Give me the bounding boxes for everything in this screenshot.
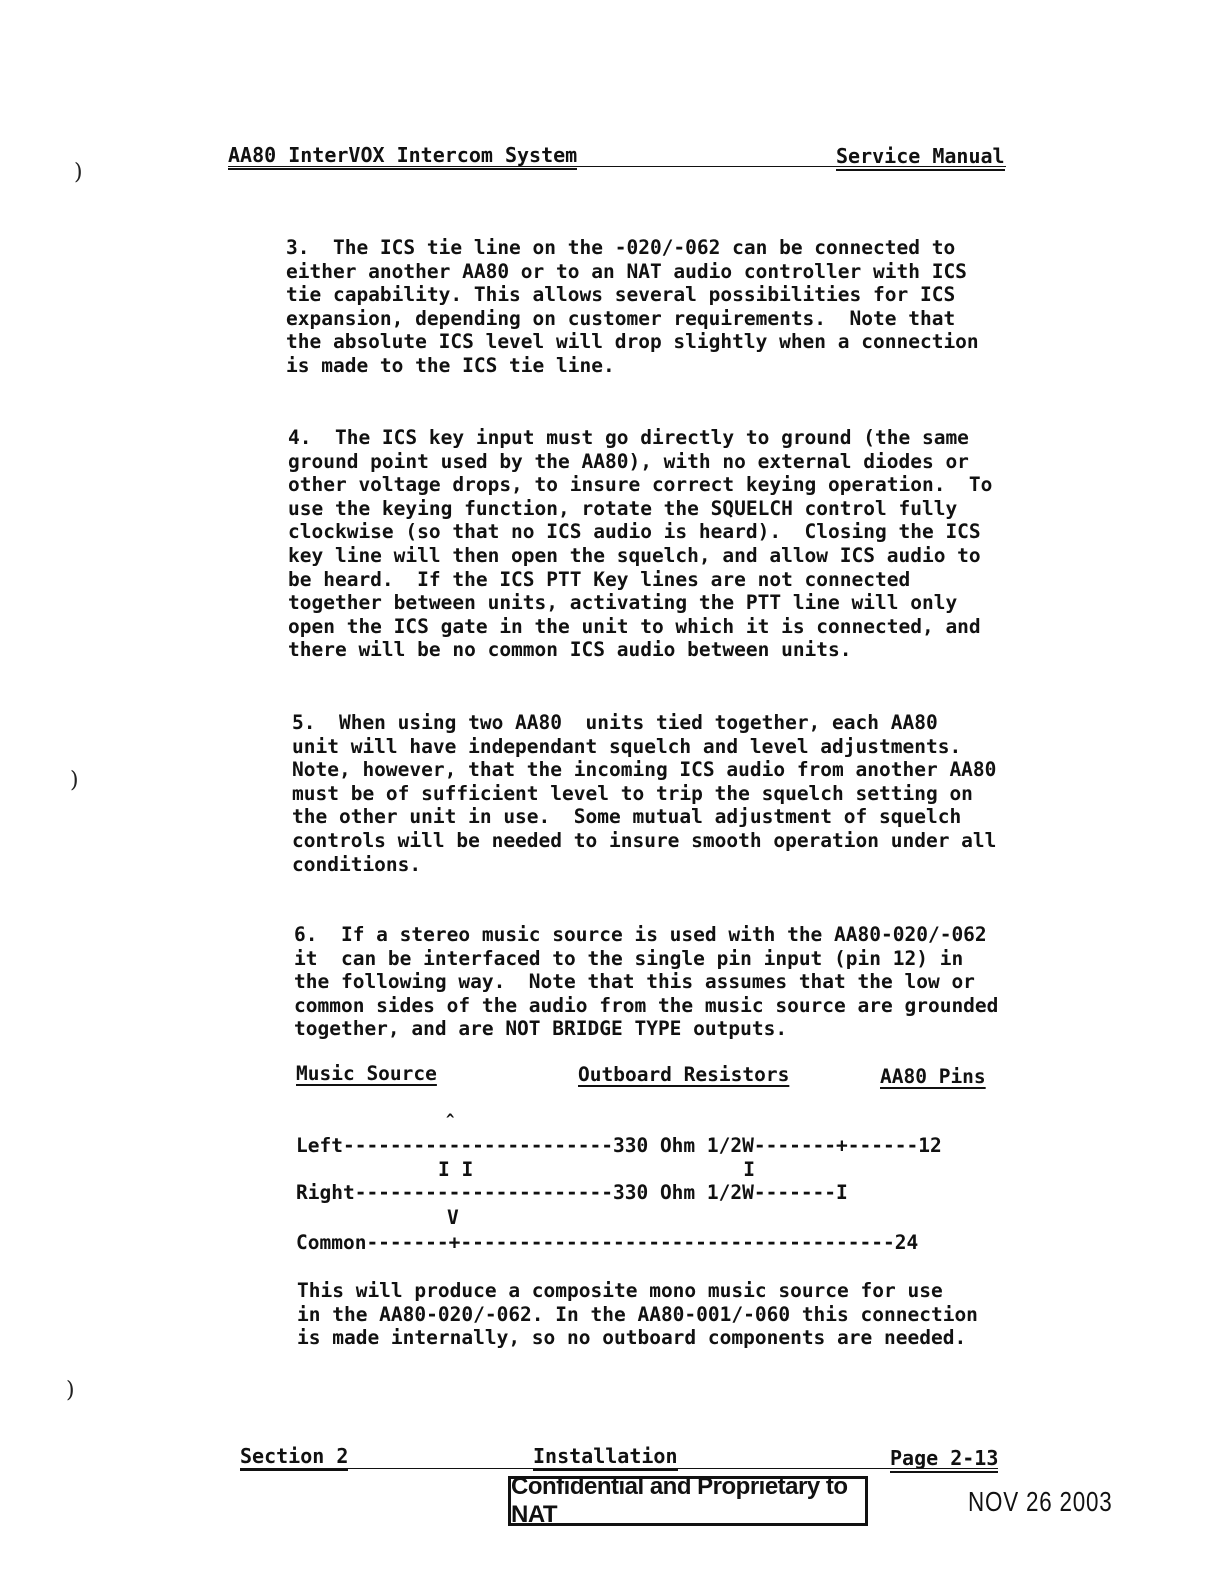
- column-music-source: Music Source: [296, 1062, 437, 1085]
- paragraph-6: 6. If a stereo music source is used with the AA80-020/-062 it can be interfaced to the single pin input (pin 12) in the following way. Note that this assumes that the low or common sides of the audio from the music source are grounded together, and are NOT BRIDGE TYPE outputs.: [294, 923, 999, 1041]
- header-title: AA80 InterVOX Intercom System: [228, 143, 577, 170]
- diagram-common-line: Common-------+-------------------------------------24: [296, 1231, 919, 1254]
- date-stamp: NOV 26 2003: [968, 1486, 1113, 1517]
- confidential-stamp: Confidential and Proprietary to NAT: [508, 1476, 868, 1526]
- column-outboard-resistors: Outboard Resistors: [578, 1063, 790, 1086]
- diagram-arrow-up: ^: [446, 1112, 455, 1128]
- diagram-left-line: Left-----------------------330 Ohm 1/2W-------+------12: [296, 1134, 942, 1157]
- footer-page: Page 2-13: [890, 1446, 998, 1473]
- header-manual: Service Manual: [836, 144, 1005, 171]
- paragraph-4: 4. The ICS key input must go directly to ground (the same ground point used by the AA80), with no external diodes or other voltage drops, to insure correct keying operation. To use the keying function, rotate the SQUELCH control fully clockwise (so that no ICS audio is heard). Closing the ICS key line will then open the squelch, and allow ICS audio to be heard. If the ICS PTT Key lines are not connected together between units, activating the PTT line will only open the ICS gate in the unit to which it is connected, and there will be no common ICS audio between units.: [288, 426, 993, 662]
- footer-section: Section 2: [240, 1444, 348, 1471]
- diagram-arrow-down: V: [447, 1206, 459, 1229]
- binder-mark: ): [74, 160, 83, 185]
- footer-rule: [240, 1468, 998, 1469]
- binder-mark: ): [70, 768, 79, 793]
- closing-paragraph: This will produce a composite mono music source for use in the AA80-020/-062. In the AA80-001/-060 this connection is made internally, so no outboard components are needed.: [297, 1279, 978, 1350]
- diagram-right-line: Right----------------------330 Ohm 1/2W-------I: [296, 1181, 848, 1204]
- footer-title: Installation: [533, 1444, 678, 1471]
- header-rule: [228, 166, 1006, 167]
- column-aa80-pins: AA80 Pins: [880, 1065, 986, 1088]
- diagram-bars: I I I: [438, 1158, 755, 1181]
- paragraph-5: 5. When using two AA80 units tied together, each AA80 unit will have independant squelch and level adjustments. Note, however, that the incoming ICS audio from another AA80 must be of sufficient level to trip the squelch setting on the other unit in use. Some mutual adjustment of squelch controls will be needed to insure smooth operation under all conditions.: [292, 711, 997, 876]
- paragraph-3: 3. The ICS tie line on the -020/-062 can be connected to either another AA80 or to an NAT audio controller with ICS tie capability. This allows several possibilities for ICS expansion, depending on customer requirements. Note that the absolute ICS level will drop slightly when a connection is made to the ICS tie line.: [286, 236, 979, 377]
- binder-mark: ): [66, 1378, 75, 1403]
